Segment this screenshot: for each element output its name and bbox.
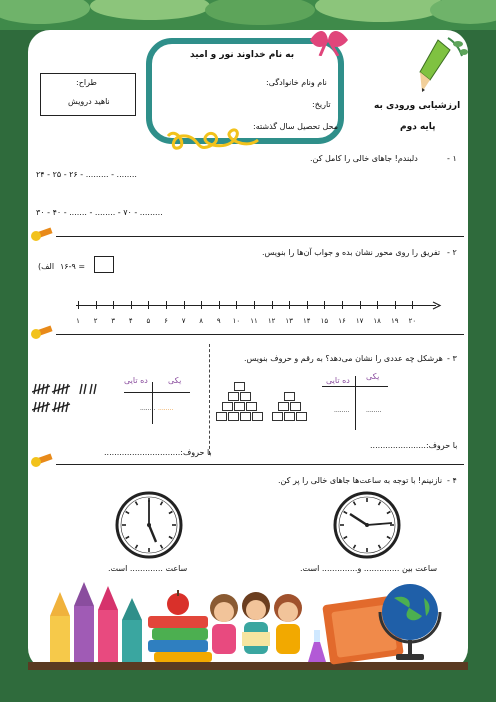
answer-box[interactable]: [94, 256, 114, 273]
q1-sequence-1: ۲۴ - ۲۵ - ۲۶ - ......... - ........: [36, 170, 137, 179]
leaf-band-decoration: [0, 0, 496, 30]
number-line-tick: [113, 301, 114, 309]
number-line-label: ۱۱: [250, 317, 258, 325]
number-line-tick: [201, 301, 202, 309]
number-line-tick: [342, 301, 343, 309]
tens-label-left: ده تایی: [124, 376, 148, 385]
number-line-tick: [236, 301, 237, 309]
divider-2: [56, 334, 464, 335]
number-line-tick: [148, 301, 149, 309]
books: [148, 590, 212, 662]
divider-3: [56, 464, 464, 465]
q4-prompt: نازنینم! با توجه به ساعت‌ها جاهای خالی را پر کن.: [278, 476, 443, 485]
place-value-divider-left: [152, 382, 153, 424]
small-pencil-icon: [30, 450, 56, 468]
grade-label: پایه دوم: [400, 122, 436, 132]
date-field: تاریخ:: [312, 100, 331, 109]
number-line-tick: [289, 301, 290, 309]
q1-sequence-2: ۳۰ - ۴۰ - ....... - ........ - ۷۰ - .........: [36, 208, 163, 217]
number-line-tick: [307, 301, 308, 309]
ones-blank-left: ........: [158, 405, 174, 412]
flask: [308, 630, 326, 662]
number-line-tick: [166, 301, 167, 309]
with-letters-right: با حروف:......................: [370, 441, 458, 450]
cube: [222, 402, 233, 411]
number-line-label: ۱۴: [303, 317, 311, 325]
pencil-icon: [418, 34, 468, 96]
q2-number: ۲ -: [447, 248, 457, 257]
name-field: نام ونام خانوادگی:: [266, 78, 327, 87]
q3-number: ۳ -: [447, 354, 457, 363]
number-line-label: ۳: [111, 317, 116, 325]
cube: [216, 412, 227, 421]
designer-name: ناهید درویش: [68, 97, 110, 106]
number-line-tick: [360, 301, 361, 309]
cube: [228, 392, 239, 401]
number-line-tick: [395, 301, 396, 309]
number-line-label: ۱۷: [355, 317, 364, 325]
with-letters-left: با حروف:..............................: [104, 448, 212, 457]
q2-prompt: تفریق را روی محور نشان بده و جواب آن‌ها را بنویس.: [262, 248, 441, 257]
caption-left: ساعت ............. است.: [108, 564, 188, 573]
divider-1: [56, 236, 464, 237]
designer-label: طراح:: [76, 78, 97, 87]
number-line-label: ۲: [93, 317, 98, 325]
number-line-tick: [412, 301, 413, 309]
number-line-label: ۹: [216, 317, 221, 325]
ones-blank-right: ........: [366, 407, 382, 414]
number-line-label: ۶: [164, 317, 168, 325]
number-line-label: ۵: [146, 317, 151, 325]
number-line-label: ۱۳: [285, 317, 293, 325]
tens-blank-right: ........: [334, 407, 350, 414]
school-illustration: [28, 576, 468, 670]
q1-prompt: دلبندم! جاهای خالی را کامل کن.: [310, 154, 418, 163]
number-line-tick: [272, 301, 273, 309]
cube: [234, 402, 245, 411]
vertical-divider: [209, 344, 210, 454]
q3-prompt: هرشکل چه عددی را نشان می‌دهد؟ به رقم و حروف بنویس.: [244, 354, 443, 363]
tally-marks: [32, 378, 102, 418]
q4-number: ۴ -: [447, 476, 457, 485]
caption-right: ساعت بین .............. و.............. است.: [300, 564, 438, 573]
cube: [246, 402, 257, 411]
number-line-tick: [377, 301, 378, 309]
school-field: محل تحصیل سال گذشته:: [253, 122, 338, 131]
curly-ribbon-icon: [166, 126, 270, 152]
cube: [284, 412, 295, 421]
place-value-divider-right: [355, 376, 356, 430]
number-line-tick: [131, 301, 132, 309]
cube: [290, 402, 301, 411]
place-value-line-left: [124, 392, 190, 393]
number-line-tick: [184, 301, 185, 309]
cube: [252, 412, 263, 421]
number-line-label: ۲۰: [408, 317, 417, 325]
number-line-label: ۱۸: [373, 317, 381, 325]
clock-left: [114, 490, 184, 560]
crayons: [50, 582, 142, 662]
ribbon-icon: [306, 26, 352, 56]
number-line-label: ۸: [199, 317, 204, 325]
number-line-tick: [324, 301, 325, 309]
cube: [278, 402, 289, 411]
tens-label-right: ده تایی: [326, 376, 350, 385]
arrow-right-icon: [432, 301, 442, 310]
ones-label-right: یکی: [366, 372, 380, 381]
number-line-label: ۱۵: [320, 317, 329, 325]
q1-number: ۱ -: [447, 154, 457, 163]
small-pencil-icon: [30, 224, 56, 242]
number-line-label: ۱۲: [267, 317, 276, 325]
cube: [272, 412, 283, 421]
cube: [284, 392, 295, 401]
tens-blank-left: ........: [140, 405, 156, 412]
number-line-label: ۱۹: [391, 317, 399, 325]
number-line-label: ۱: [76, 317, 80, 325]
cube: [228, 412, 239, 421]
number-line-tick: [219, 301, 220, 309]
clock-right: [332, 490, 402, 560]
number-line-label: ۴: [128, 317, 133, 325]
small-pencil-icon: [30, 322, 56, 340]
ones-label-left: یکی: [168, 376, 182, 385]
exam-title: ارزشیابی ورودی به: [374, 101, 461, 111]
q2-expression: ۱۶-۹ =: [60, 262, 86, 271]
q2-label: الف): [38, 262, 55, 271]
number-line-label: ۱۰: [232, 317, 241, 325]
cube: [240, 412, 251, 421]
number-line-label: ۱۶: [338, 317, 346, 325]
cube: [240, 392, 251, 401]
cube: [234, 382, 245, 391]
number-line-tick: [78, 301, 79, 309]
basmala: به نام خداوند نور و امید: [190, 50, 295, 60]
cube: [296, 412, 307, 421]
number-line-tick: [254, 301, 255, 309]
children: [210, 592, 302, 654]
number-line-label: ۷: [181, 317, 186, 325]
number-line-tick: [96, 301, 97, 309]
